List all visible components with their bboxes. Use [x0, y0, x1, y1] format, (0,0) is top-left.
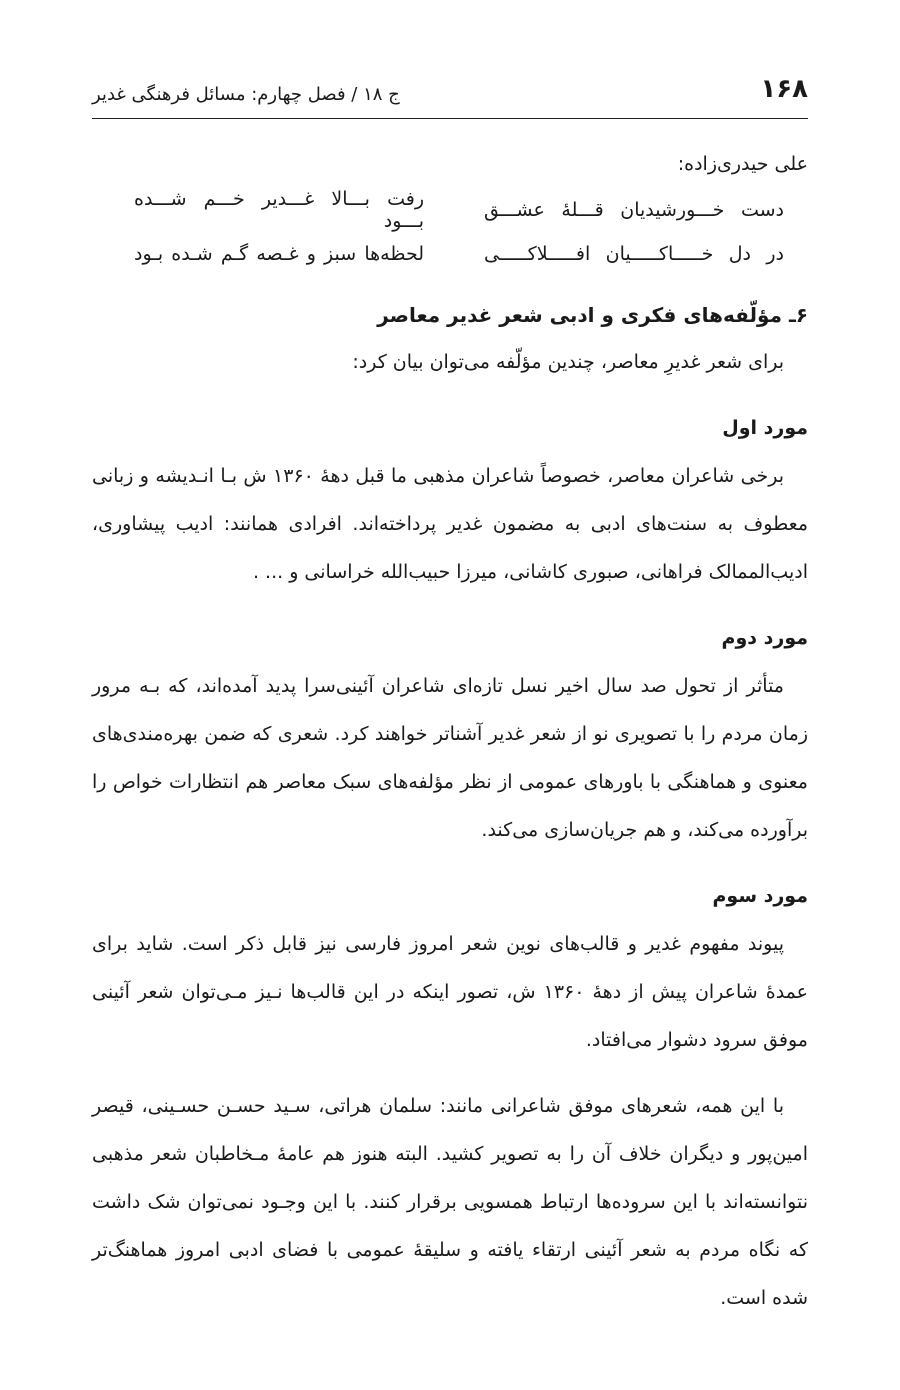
poet-name: علی حیدری‌زاده: [677, 153, 808, 175]
item-heading: مورد دوم [721, 627, 808, 649]
page-number: ۱۶۸ [760, 74, 808, 104]
poem [92, 188, 808, 276]
hemistich-left: لحظه‌ها سبز و غـصه گـم شـده بـود [134, 243, 424, 265]
header-rule [92, 118, 808, 119]
item-paragraph: متأثر از تحول صد سال اخیر نسل تازه‌ای شاعران آئینی‌سرا پدید آمده‌اند، که بـه مرور زمان مردم را با تصویری نو از شعر غدیر آشناتر خواهند کرد. شعری که ضمن بهره‌مندی‌های معنوی و هماهنگی با باورهای عمومی از نظر مؤلفه‌های سبک معاصر هم انتظارات خواص را برآورده می‌کند، و هم جریان‌سازی می‌کند. [92, 675, 808, 841]
section-heading: ۶ـ مؤلّفه‌های فکری و ادبی شعر غدیر معاصر [377, 303, 808, 327]
item-heading: مورد سوم [712, 885, 808, 907]
page-header [92, 70, 808, 116]
section-lead: برای شعر غدیرِ معاصر، چندین مؤلّفه می‌توان بیان کرد: [352, 351, 784, 373]
page-body [92, 140, 808, 1322]
hemistich-right: دست خـــورشیدیان قـــلهٔ عشـــق [484, 199, 784, 221]
poem-verse [92, 232, 808, 276]
item-paragraph: برخی شاعران معاصر، خصوصاً شاعران مذهبی ما قبل دههٔ ۱۳۶۰ ش بـا انـدیشه و زبانی معطوف به سنت‌های ادبی به مضمون غدیر پرداخته‌اند. افرادی همانند: ادیب پیشاوری، ادیب‌الممالک فراهانی، صبوری کاشانی، میرزا حبیب‌الله خراسانی و ... . [92, 465, 808, 583]
paragraph-gap [92, 1064, 808, 1082]
item-heading: مورد اول [722, 417, 808, 439]
hemistich-right: در دل خـــــاکـــــیان افـــــلاکـــــی [484, 243, 784, 265]
hemistich-left: رفت بـــالا غـــدیر خـــم شـــده بـــود [134, 188, 424, 232]
item-paragraph: پیوند مفهوم غدیر و قالب‌های نوین شعر امروز فارسی نیز قابل ذکر است. شاید برای عمدهٔ شاعران پیش از دههٔ ۱۳۶۰ ش، تصور اینکه در این قالب‌ها نـیز مـی‌توان شعر آئینی موفق سرود دشوار می‌افتاد. [92, 933, 808, 1051]
poem-verse [92, 188, 808, 232]
running-head: ج ۱۸ / فصل چهارم: مسائل فرهنگی غدیر [92, 84, 400, 105]
item-paragraph: با این همه، شعرهای موفق شاعرانی مانند: سلمان هراتی، سـید حسـن حسـینی، قیصر امین‌پور و دیگران خلاف آن را به تصویر کشید. البته هنوز هم عامهٔ مـخاطبان شعر مذهبی نتوانسته‌اند با این سروده‌ها ارتباط همسویی برقرار کنند. با این وجـود نمی‌توان شک داشت که نگاه مردم به شعر آئینی ارتقاء یافته و سلیقهٔ عمومی با فضای ادبی امروز هماهنگ‌تر شده است. [92, 1095, 808, 1309]
